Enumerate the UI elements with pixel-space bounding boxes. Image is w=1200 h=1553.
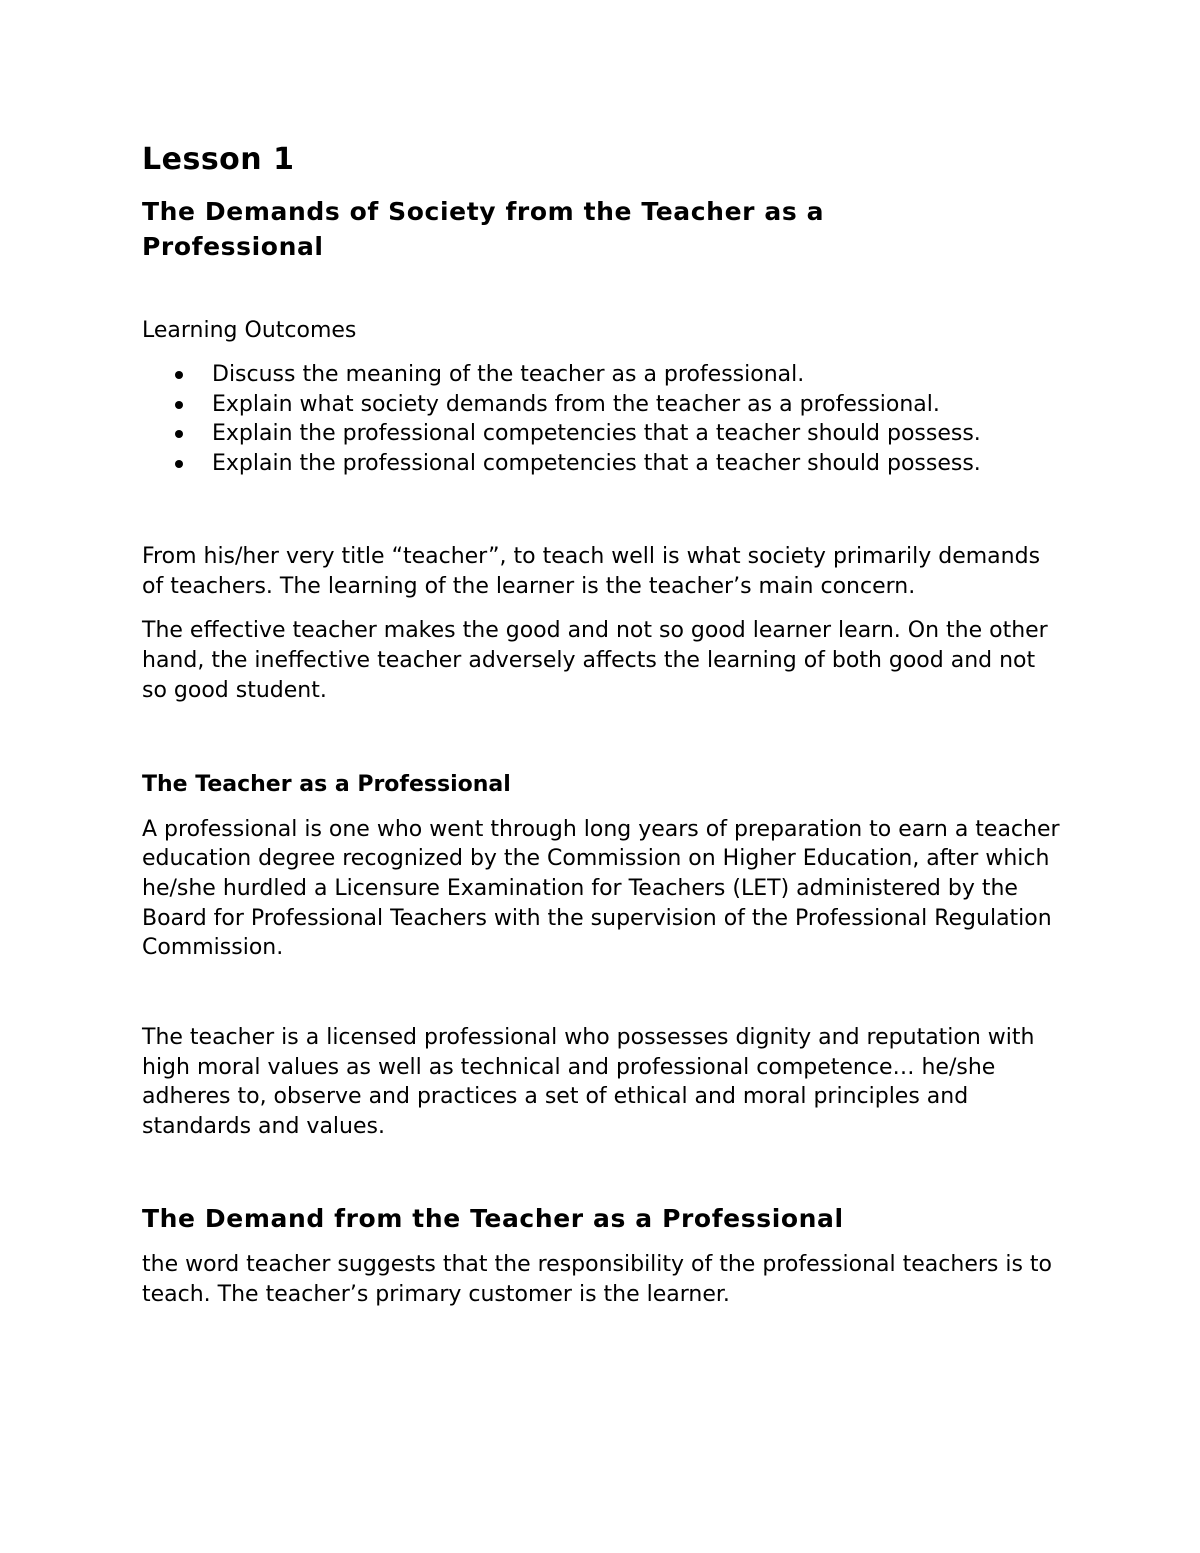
lesson-subtitle [142,194,1062,264]
outcome-item: Discuss the meaning of the teacher as a professional. [142,360,1062,390]
paragraph-professional-definition: A professional is one who went through long years of preparation to earn a teacher education degree recognized by the Commission on Higher Education, after which he/she hurdled a Licensure Examination for Teachers (LET) administered by the Board for Professional Teachers with the supervision of the Professional Regulation Commission. [142,816,1060,961]
outcome-item: Explain what society demands from the teacher as a professional. [142,390,1062,420]
lesson-subtitle-line1: The Demands of Society from the Teacher as a [142,197,825,226]
paragraph-word-teacher: the word teacher suggests that the responsibility of the professional teachers is to teach. The teacher’s primary customer is the learner. [142,1251,1053,1307]
document-content [142,140,1062,1309]
lesson-title: Lesson 1 [142,142,295,177]
lesson-subtitle-line2: Professional [142,232,324,261]
paragraph-teacher-title: From his/her very title “teacher”, to teach well is what society primarily demands of teachers. The learning of the learner is the teacher’s main concern. [142,544,1041,599]
outcome-item: Explain the professional competencies that a teacher should possess. [142,419,1062,449]
learning-outcomes-list [142,360,1062,478]
learning-outcomes-label: Learning Outcomes [142,318,357,343]
outcome-item: Explain the professional competencies that a teacher should possess. [142,449,1062,479]
section-heading-demand-from-teacher: The Demand from the Teacher as a Professional [142,1203,844,1233]
paragraph-effective-teacher: The effective teacher makes the good and not so good learner learn. On the other hand, the ineffective teacher adversely affects the learning of both good and not so good student. [142,618,1048,703]
paragraph-licensed-professional: The teacher is a licensed professional who possesses dignity and reputation with high moral values as well as technical and professional competence… he/she adheres to, observe and practices a set of ethical and moral principles and standards and values. [142,1025,1035,1140]
section-heading-teacher-as-professional: The Teacher as a Professional [142,771,511,797]
